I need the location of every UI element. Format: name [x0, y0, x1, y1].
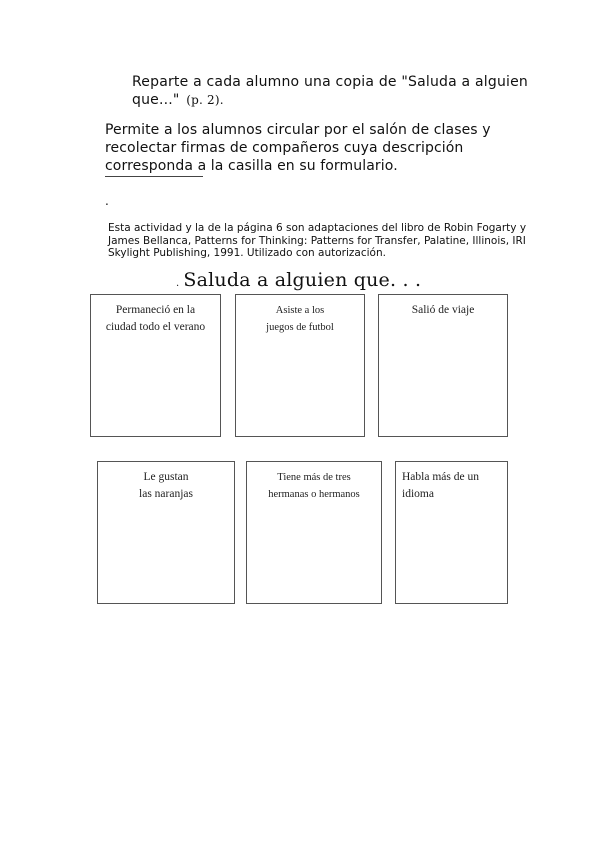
title-lead-mark: . [176, 278, 180, 289]
signature-box-5 [246, 461, 382, 604]
instruction-step-1-text: Reparte a cada alumno una copia de "Saluda a alguien que..." [132, 74, 528, 108]
worksheet-title: Saluda a alguien que. . . [183, 269, 422, 291]
box-label-line: ciudad todo el verano [105, 321, 206, 333]
box-label-line: Tiene más de tres [277, 472, 351, 483]
box-label-line: Habla más de un [402, 471, 479, 483]
instruction-step-1 [132, 73, 552, 109]
signature-box-1 [90, 294, 221, 437]
instruction-step-2: Permite a los alumnos circular por el salón de clases y recolectar firmas de compañeros cuya descripción corresponda a la casilla en su formulario. [105, 122, 491, 174]
box-label-line: Le gustan [143, 471, 189, 483]
worksheet-title-row [176, 268, 421, 296]
box-label-line: Permaneció en la [115, 304, 196, 316]
box-label-line: idioma [402, 488, 434, 500]
box-label-line: Salió de viaje [411, 304, 475, 316]
footnote-marker: . [105, 194, 109, 208]
box-label-line: las naranjas [139, 488, 193, 500]
signature-box-3 [378, 294, 508, 437]
signature-box-6 [395, 461, 508, 604]
page-reference: (p. 2). [186, 93, 224, 107]
credit-note: Esta actividad y la de la página 6 son adaptaciones del libro de Robin Fogarty y James Bellanca, Patterns for Thinking: Patterns for Transfer, Palatine, Illinois, IRI Skylight Publishing, 1991. Utilizado con autorización. [108, 222, 527, 259]
box-label-line: Asiste a los [275, 305, 325, 316]
box-label-line: juegos de futbol [266, 322, 334, 333]
signature-box-4 [97, 461, 235, 604]
box-label-line: hermanas o hermanos [268, 489, 360, 500]
signature-box-2 [235, 294, 365, 437]
divider-line [105, 176, 203, 177]
